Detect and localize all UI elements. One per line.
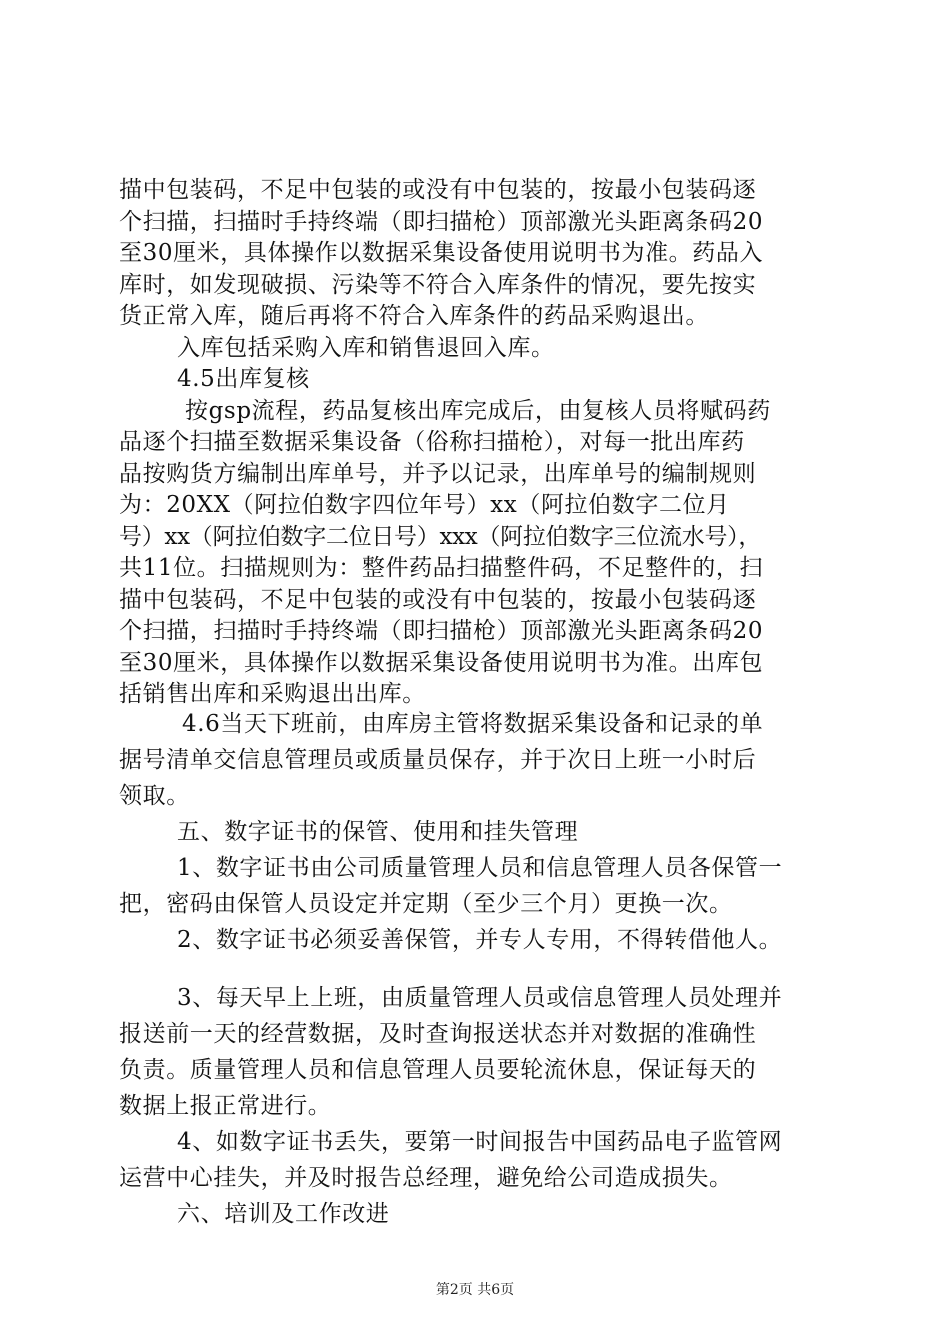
text-line: 据号清单交信息管理员或质量员保存，并于次日上班一小时后: [119, 747, 757, 773]
section-heading: 五、数字证书的保管、使用和挂失管理: [177, 819, 579, 845]
paragraph-first-line: 3、每天早上上班，由质量管理人员或信息管理人员处理并: [177, 985, 783, 1011]
text-line: 描中包装码，不足中包装的或没有中包装的，按最小包装码逐: [119, 587, 757, 613]
text-line: 品按购货方编制出库单号，并予以记录，出库单号的编制规则: [119, 461, 757, 487]
paragraph-first-line: 4.6当天下班前，由库房主管将数据采集设备和记录的单: [182, 711, 764, 737]
paragraph-first-line: 2、数字证书必须妥善保管，并专人专用，不得转借他人。: [177, 927, 783, 953]
text-line: 共11位。扫描规则为：整件药品扫描整件码，不足整件的，扫: [119, 555, 764, 581]
text-line: 把，密码由保管人员设定并定期（至少三个月）更换一次。: [119, 891, 733, 917]
text-line: 运营中心挂失，并及时报告总经理，避免给公司造成损失。: [119, 1165, 733, 1191]
text-line: 库时，如发现破损、污染等不符合入库条件的情况，要先按实: [119, 272, 757, 298]
text-line: 号）xx（阿拉伯数字二位日号）xxx（阿拉伯数字三位流水号），: [119, 524, 762, 550]
section-heading: 六、培训及工作改进: [177, 1201, 390, 1227]
text-line: 至30厘米，具体操作以数据采集设备使用说明书为准。出库包: [119, 650, 764, 676]
text-line: 个扫描，扫描时手持终端（即扫描枪）顶部激光头距离条码20: [119, 209, 764, 235]
text-line: 个扫描，扫描时手持终端（即扫描枪）顶部激光头距离条码20: [119, 618, 764, 644]
text-line: 品逐个扫描至数据采集设备（俗称扫描枪），对每一批出库药: [119, 429, 745, 455]
paragraph-first-line: 按gsp流程，药品复核出库完成后，由复核人员将赋码药: [185, 398, 771, 424]
text-line: 负责。质量管理人员和信息管理人员要轮流休息，保证每天的: [119, 1057, 757, 1083]
section-heading: 4.5出库复核: [177, 366, 310, 392]
page-footer: 第2页 共6页: [435, 1282, 515, 1298]
text-line: 报送前一天的经营数据，及时查询报送状态并对数据的准确性: [119, 1021, 757, 1047]
paragraph-first-line: 1、数字证书由公司质量管理人员和信息管理人员各保管一: [177, 855, 783, 881]
paragraph-first-line: 4、如数字证书丢失，要第一时间报告中国药品电子监管网: [177, 1129, 783, 1155]
text-line: 括销售出库和采购退出出库。: [119, 681, 426, 707]
paragraph-first-line: 入库包括采购入库和销售退回入库。: [177, 335, 555, 361]
text-line: 货正常入库，随后再将不符合入库条件的药品采购退出。: [119, 303, 709, 329]
text-line: 数据上报正常进行。: [119, 1093, 332, 1119]
text-line: 领取。: [119, 783, 190, 809]
text-line: 描中包装码，不足中包装的或没有中包装的，按最小包装码逐: [119, 177, 757, 203]
text-line: 至30厘米，具体操作以数据采集设备使用说明书为准。药品入: [119, 240, 764, 266]
text-line: 为：20XX（阿拉伯数字四位年号）xx（阿拉伯数字二位月: [119, 492, 730, 518]
